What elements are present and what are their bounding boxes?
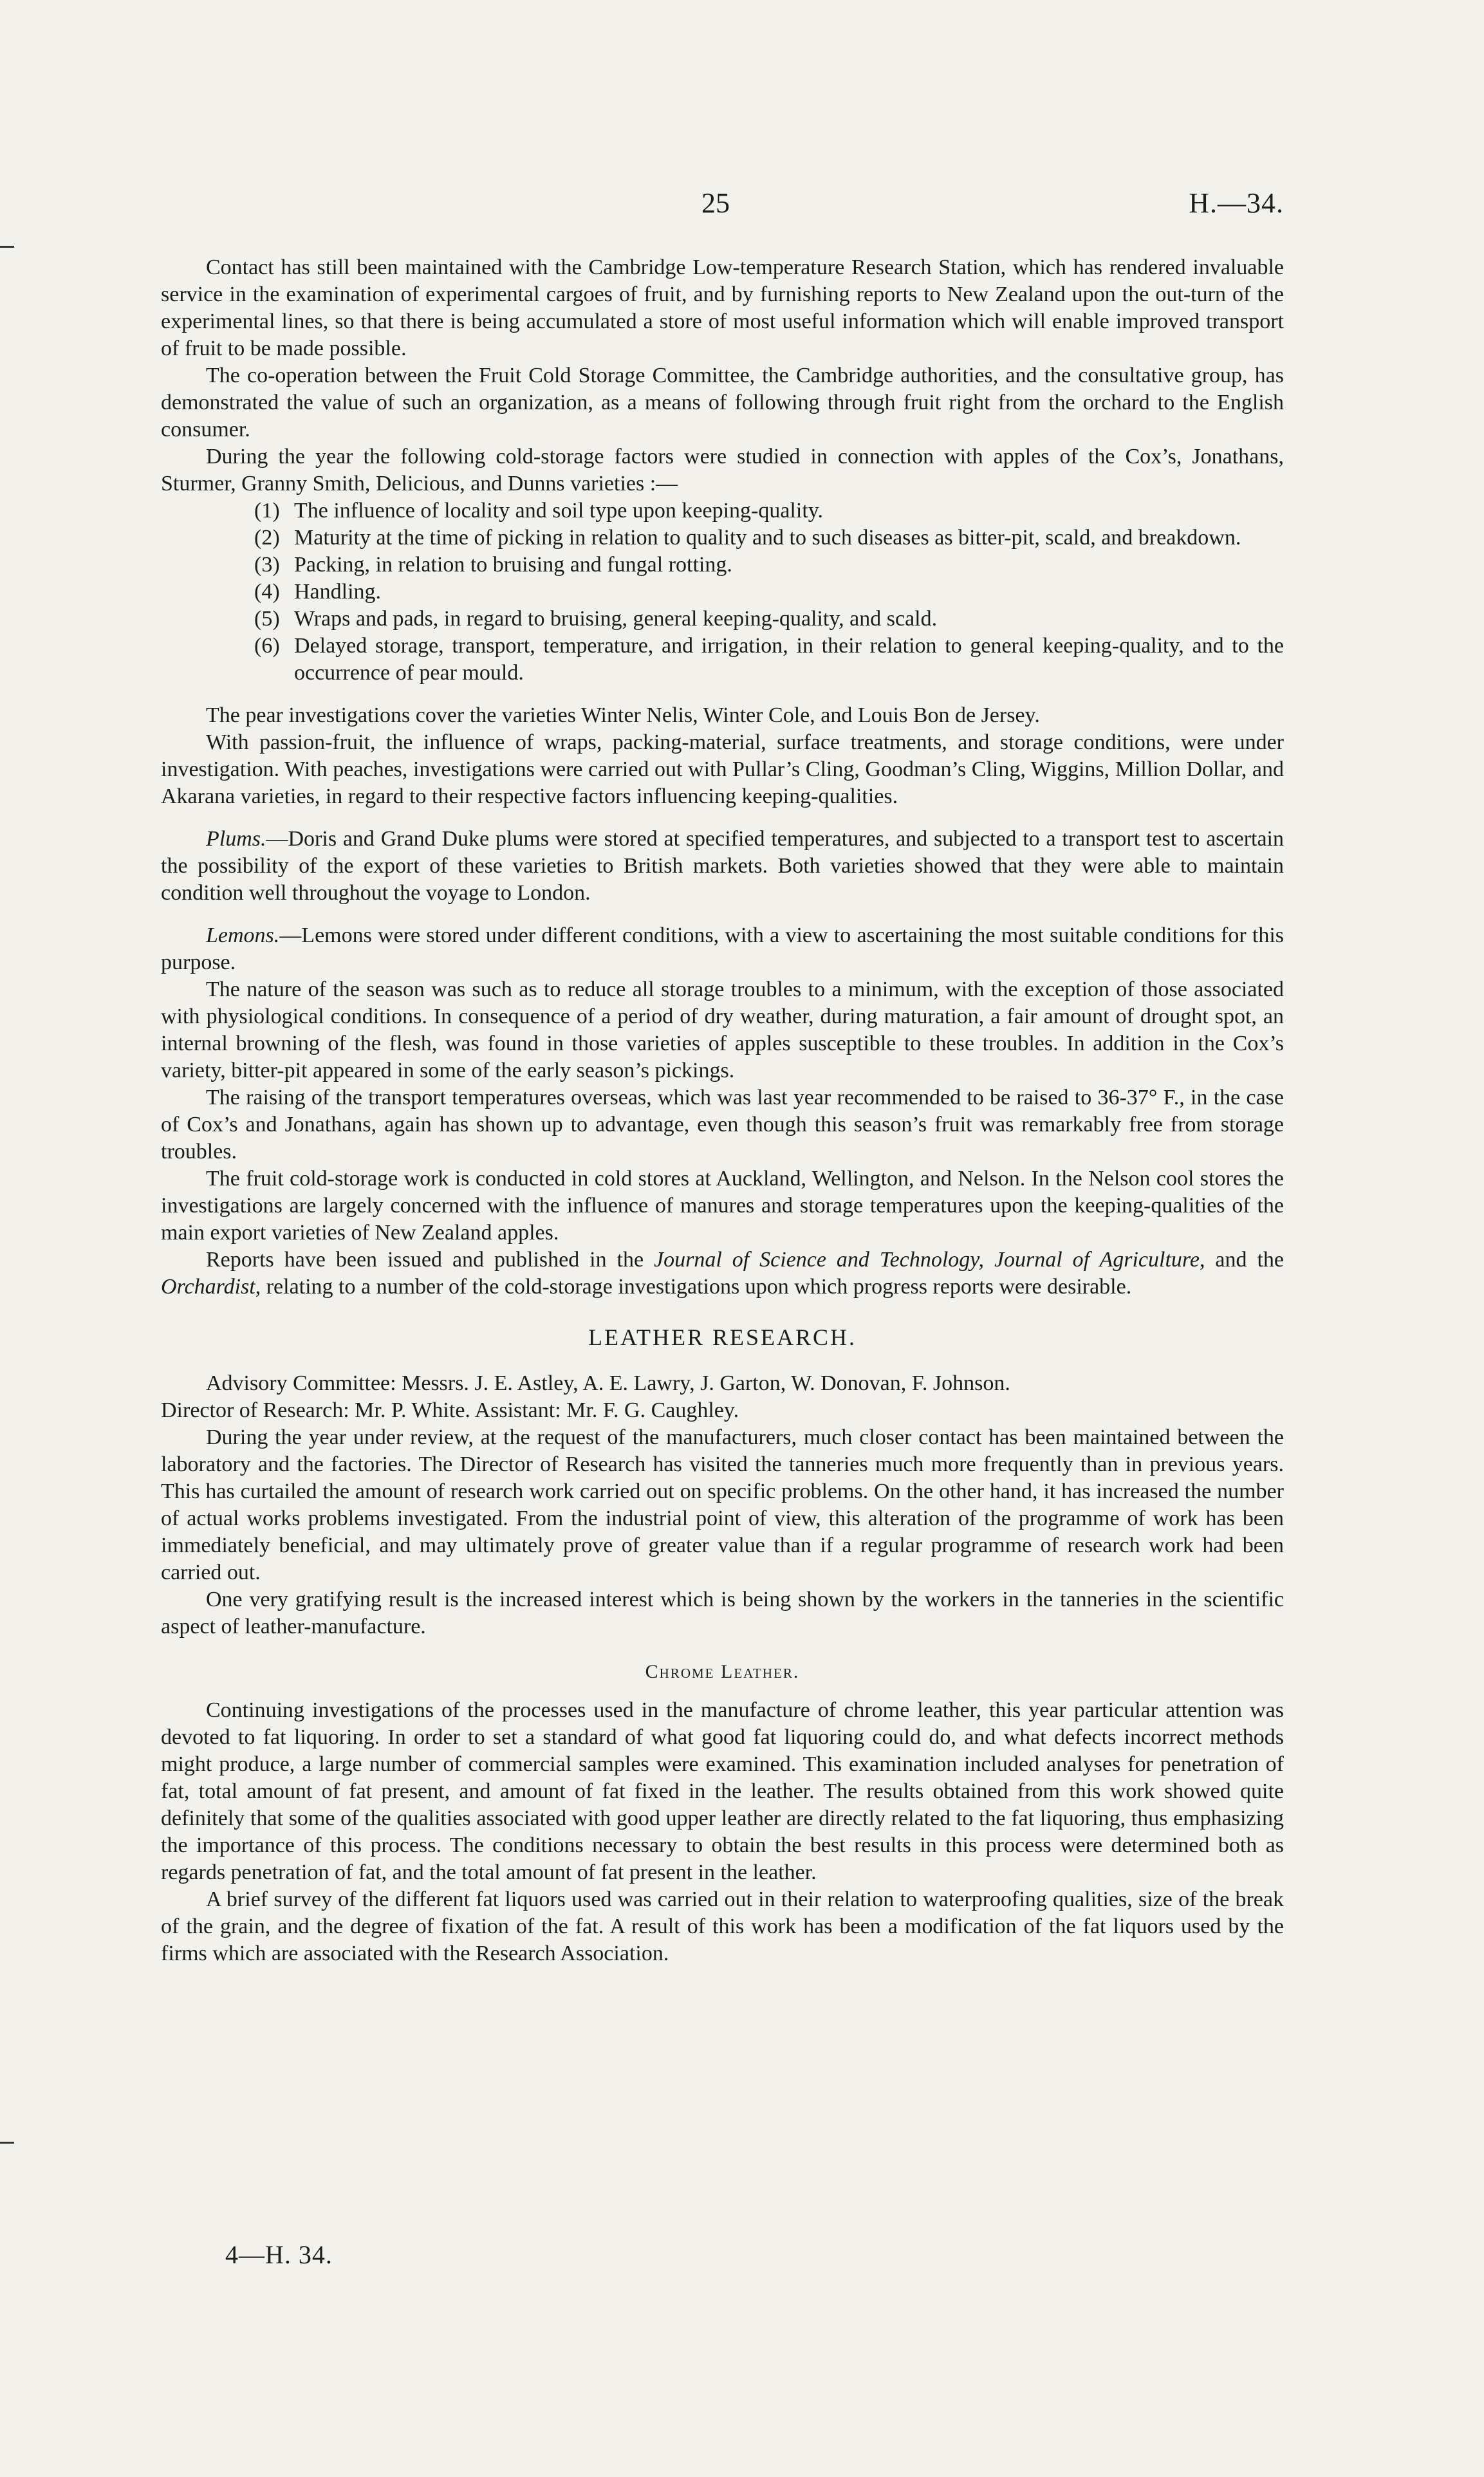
list-item-number: (1) <box>254 499 280 523</box>
paragraph: The co-operation between the Fruit Cold Storage Committee, the Cambridge authorities, and the consultative group, has demonstrated the value of such an organization, as a means of following through fruit right from the orchard to the English consumer. <box>161 364 1284 441</box>
list-item-number: (4) <box>254 580 280 604</box>
section-heading: LEATHER RESEARCH. <box>588 1324 857 1350</box>
list-item-number: (2) <box>254 526 280 550</box>
subsection-heading: Chrome Leather. <box>645 1661 800 1682</box>
plums-text: —Doris and Grand Duke plums were stored at specified temperatures, and subjected to a transport test to ascertain the possibility of the export of these varieties to British markets. Both varieties showed that they were able to maintain condition well throughout the voyage to London. <box>161 827 1284 905</box>
research-staff: Director of Research: Mr. P. White. Assistant: Mr. F. G. Caughley. <box>161 1398 739 1422</box>
list-item <box>254 606 1284 633</box>
paragraph: During the year the following cold-storage factors were studied in connection with apples of the Cox’s, Jonathans, Sturmer, Granny Smith, Delicious, and Dunns varieties :— <box>161 445 1284 496</box>
text-run: Reports have been issued and published in the <box>206 1248 654 1272</box>
list-item-text: Packing, in relation to bruising and fungal rotting. <box>294 553 732 577</box>
journal-titles: Journal of Science and Technology, Journal of Agriculture <box>654 1248 1200 1272</box>
reports-paragraph <box>161 1247 1284 1301</box>
list-item-text: Delayed storage, transport, temperature, and irrigation, in their relation to general keeping-quality, and to the occurrence of pear mould. <box>294 634 1284 685</box>
paragraph: The pear investigations cover the varieties Winter Nelis, Winter Cole, and Louis Bon de Jersey. <box>206 703 1040 727</box>
list-item <box>254 552 1284 579</box>
paragraph: The nature of the season was such as to reduce all storage troubles to a minimum, with the exception of those associated with physiological conditions. In consequence of a period of dry weather, during maturation, a fair amount of drought spot, an internal browning of the flesh, was found in those varieties of apples susceptible to these troubles. In addition in the Cox’s variety, bitter-pit appeared in some of the early season’s pickings. <box>161 978 1284 1082</box>
paragraph: The fruit cold-storage work is conducted in cold stores at Auckland, Wellington, and Nelson. In the Nelson cool stores the investigations are largely concerned with the influence of manures and storage temperatures upon the keeping-qualities of the main export varieties of New Zealand apples. <box>161 1167 1284 1245</box>
text-run: , and the <box>1199 1248 1285 1272</box>
list-item-number: (3) <box>254 553 280 577</box>
document-reference: H.—34. <box>1189 187 1284 219</box>
signature-mark: 4—H. 34. <box>225 2240 333 2269</box>
paragraph: Contact has still been maintained with the Cambridge Low-temperature Research Station, which has rendered invaluable service in the examination of experimental cargoes of fruit, and by furnishing reports to New Zealand upon the out-turn of the experimental lines, so that there is being accumulated a store of most useful information which will enable improved transport of fruit to be made possible. <box>161 255 1284 360</box>
left-margin-tick-top <box>0 246 14 248</box>
list-item-text: Wraps and pads, in regard to bruising, general keeping-quality, and scald. <box>294 607 938 631</box>
lemons-text: —Lemons were stored under different conditions, with a view to ascertaining the most suitable conditions for this purpose. <box>161 923 1284 974</box>
page-number: 25 <box>701 187 730 219</box>
left-margin-tick-bottom <box>0 2142 14 2144</box>
list-item-text: The influence of locality and soil type upon keeping-quality. <box>294 499 824 523</box>
paragraph: A brief survey of the different fat liquors used was carried out in their relation to waterproofing qualities, size of the break of the grain, and the degree of fixation of the fat. A result of this work has been a modification of the fat liquors used by the firms which are associated with the Research Association. <box>161 1888 1284 1965</box>
paragraph: One very gratifying result is the increased interest which is being shown by the workers in the tanneries in the scientific aspect of leather-manufacture. <box>161 1588 1284 1638</box>
lemons-label: Lemons. <box>206 923 280 947</box>
advisory-committee: Advisory Committee: Messrs. J. E. Astley, A. E. Lawry, J. Garton, W. Donovan, F. Johnson. <box>206 1371 1010 1395</box>
paragraph: Continuing investigations of the processes used in the manufacture of chrome leather, this year particular attention was devoted to fat liquoring. In order to set a standard of what good fat liquoring could do, and what defects incorrect methods might produce, a large number of commercial samples were examined. This examination included analyses for penetration of fat, total amount of fat present, and amount of fat fixed in the leather. The results obtained from this work showed quite definitely that some of the qualities associated with good upper leather are directly related to the fat liquoring, thus emphasizing the importance of this process. The conditions necessary to obtain the best results in this process were determined both as regards penetration of fat, and the total amount of fat present in the leather. <box>161 1698 1284 1884</box>
paragraph: During the year under review, at the request of the manufacturers, much closer contact has been maintained between the laboratory and the factories. The Director of Research has visited the tanneries much more frequently than in previous years. This has curtailed the amount of research work carried out on specific problems. On the other hand, it has increased the number of actual works problems investigated. From the industrial point of view, this alteration of the programme of work has been immediately beneficial, and may ultimately prove of greater value than if a regular programme of research work had been carried out. <box>161 1425 1284 1584</box>
page-header <box>161 187 1284 225</box>
list-item <box>254 524 1284 552</box>
plums-label: Plums. <box>206 827 266 851</box>
lemons-paragraph <box>161 922 1284 976</box>
list-item <box>254 497 1284 524</box>
list-item <box>254 633 1284 687</box>
storage-factors-list <box>161 497 1284 687</box>
paragraph: The raising of the transport temperatures overseas, which was last year recommended to be raised to 36-37° F., in the case of Cox’s and Jonathans, again has shown up to advantage, even though this season’s fruit was remarkably free from storage troubles. <box>161 1086 1284 1164</box>
list-item-text: Maturity at the time of picking in relation to quality and to such diseases as bitter-pit, scald, and breakdown. <box>294 526 1241 550</box>
body-text <box>161 254 1284 1967</box>
orchardist-title: Orchardist <box>161 1275 255 1299</box>
list-item-text: Handling. <box>294 580 382 604</box>
list-item-number: (6) <box>254 634 280 658</box>
paragraph: With passion-fruit, the influence of wraps, packing-material, surface treatments, and storage conditions, were under investigation. With peaches, investigations were carried out with Pullar’s Cling, Goodman’s Cling, Wiggins, Million Dollar, and Akarana varieties, in regard to their respective factors influencing keeping-qualities. <box>161 730 1284 808</box>
text-run: , relating to a number of the cold-storage investigations upon which progress reports were desirable. <box>255 1275 1132 1299</box>
plums-paragraph <box>161 826 1284 907</box>
list-item-number: (5) <box>254 607 280 631</box>
list-item <box>254 579 1284 606</box>
committee-block <box>161 1370 1284 1424</box>
